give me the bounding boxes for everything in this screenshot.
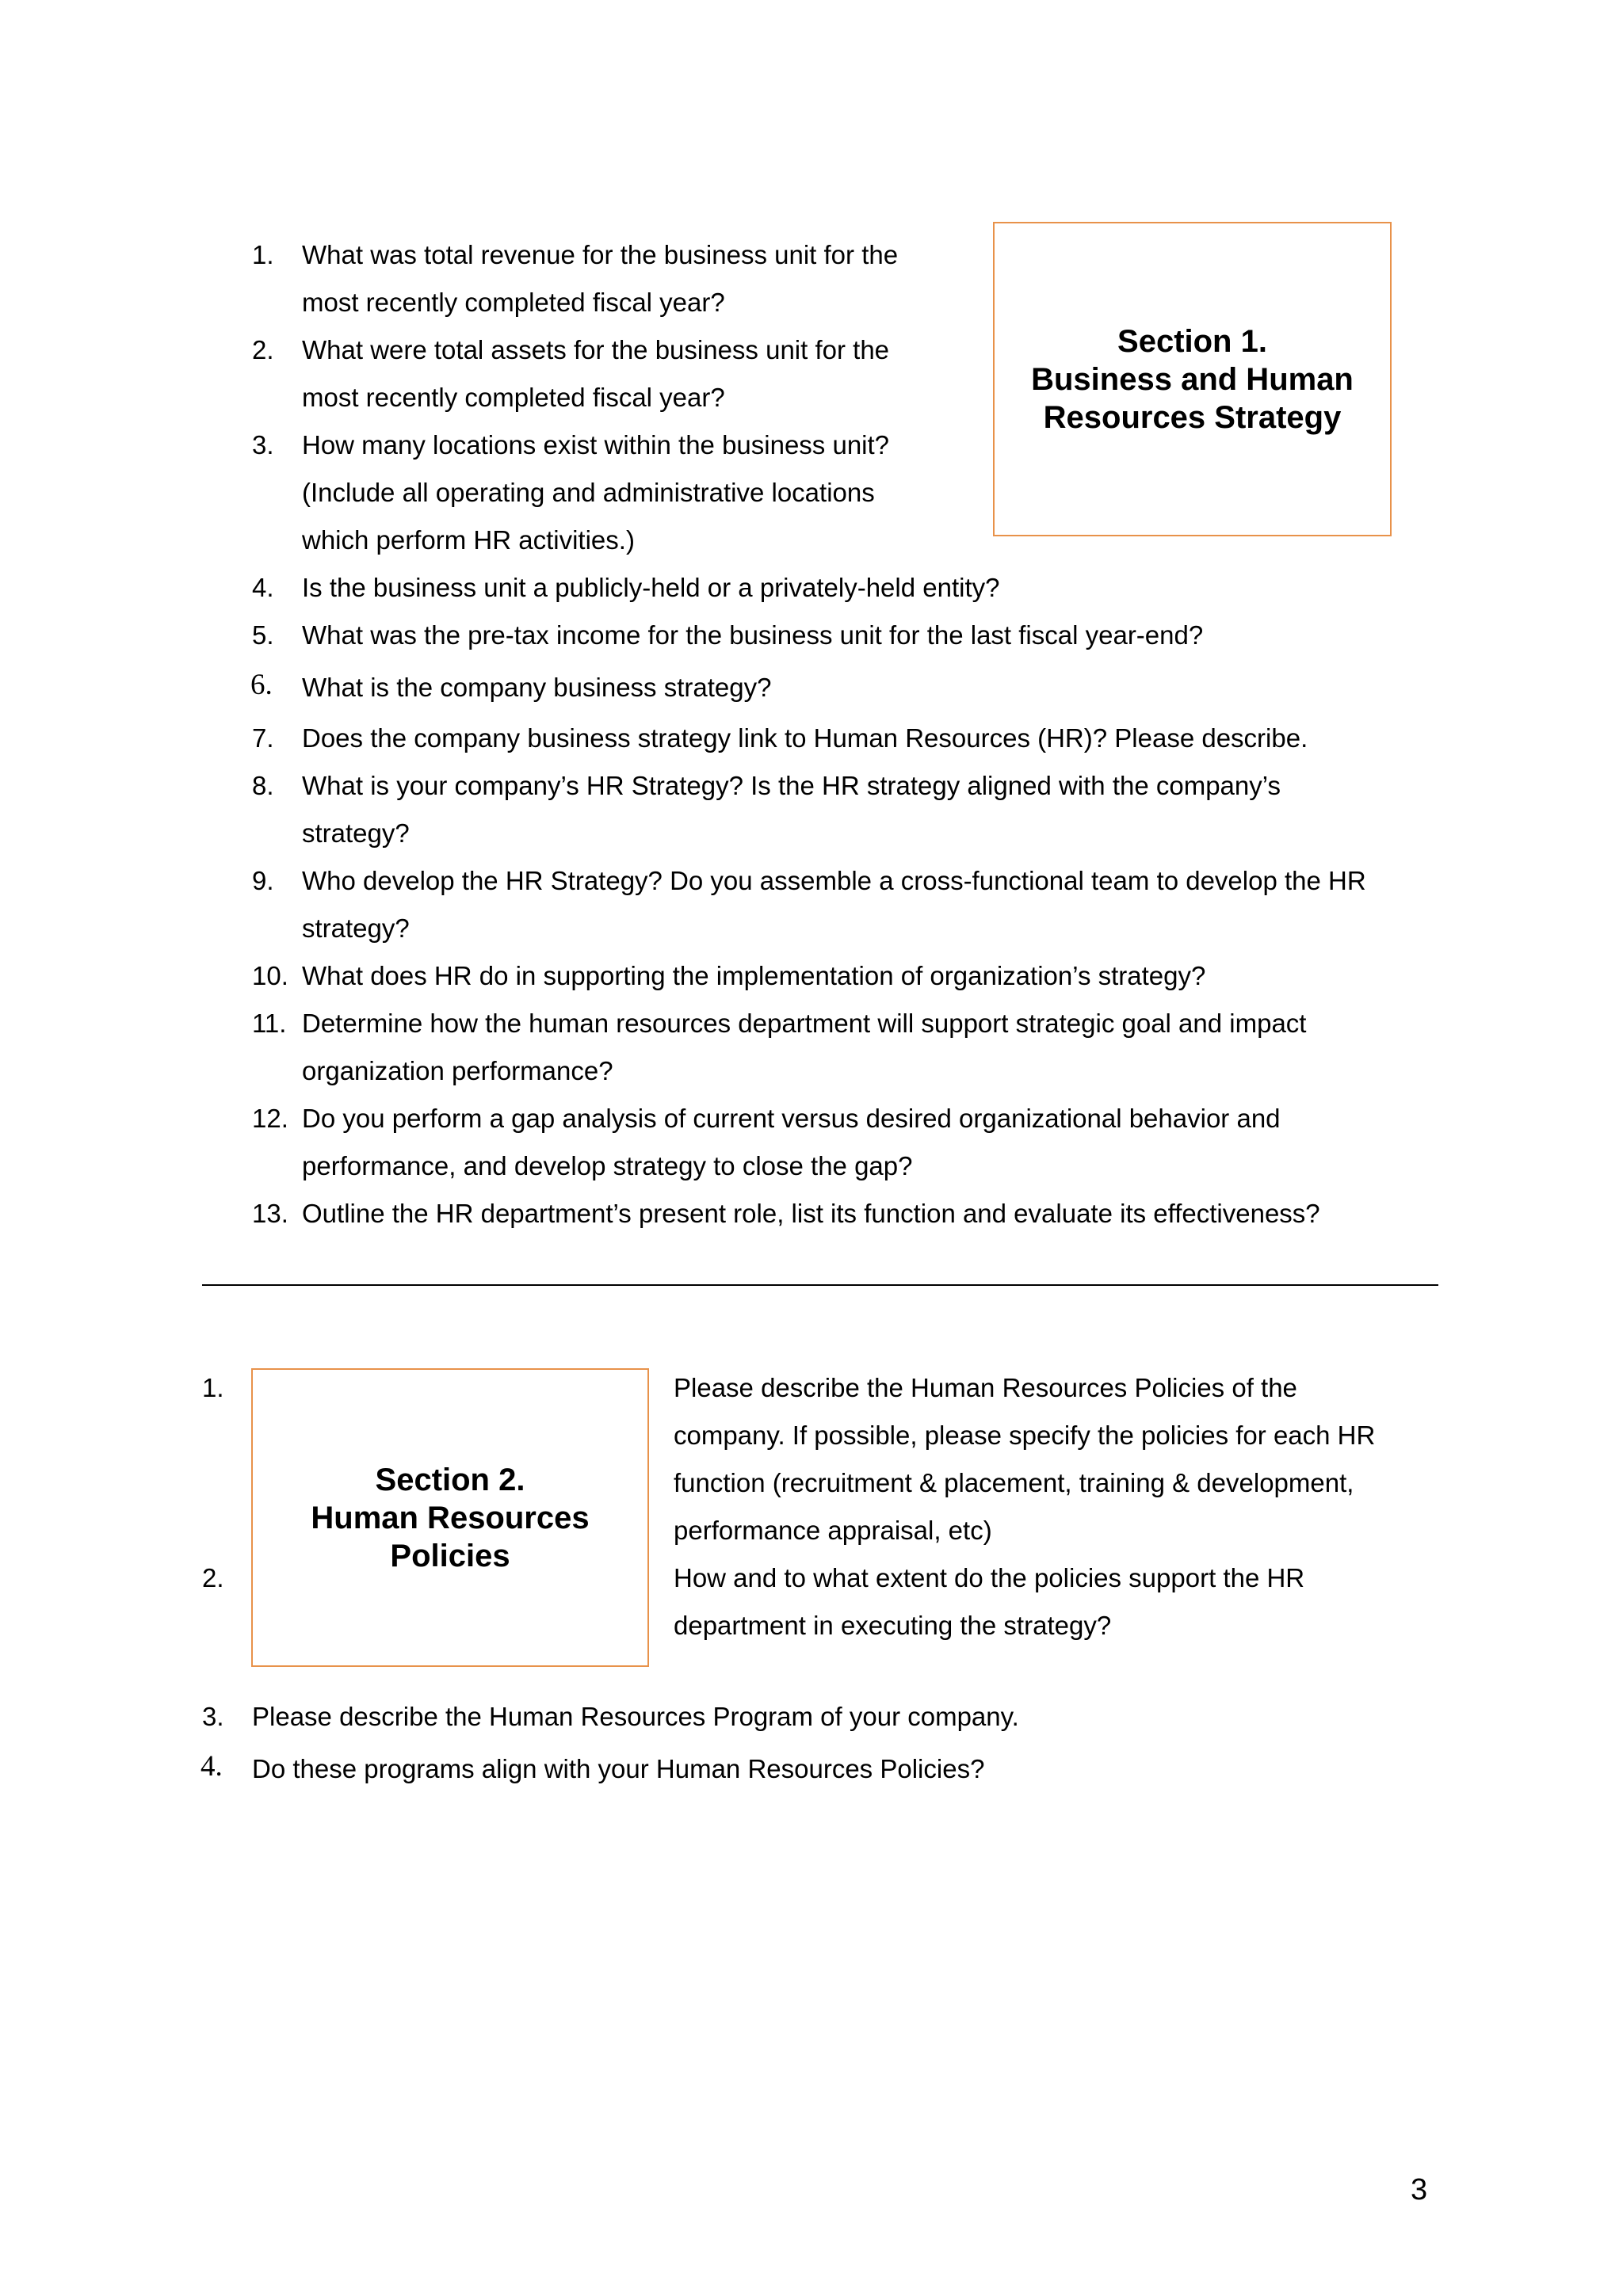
s1-q12-line-2: performance, and develop strategy to close the gap? [302, 1151, 913, 1180]
s1-q1-line-2: most recently completed fiscal year? [302, 288, 725, 317]
s1-q1-number: 1. [252, 240, 274, 269]
s1-q9-line-1: Who develop the HR Strategy? Do you assemble a cross-functional team to develop the HR [302, 866, 1366, 895]
s1-q8-line-2: strategy? [302, 818, 410, 848]
s1-q10-number: 10. [252, 961, 288, 990]
s1-q8-number: 8. [252, 771, 274, 800]
s1-q13-number: 13. [252, 1199, 288, 1228]
s1-q10-line-1: What does HR do in supporting the implementation of organization’s strategy? [302, 961, 1206, 990]
section-1-title-line-3: Resources Strategy [1043, 399, 1342, 435]
page-number: 3 [1411, 2173, 1428, 2206]
s2-q2-number: 2. [202, 1563, 224, 1592]
s1-q6-number: 6. [250, 669, 273, 701]
s1-q11-line-2: organization performance? [302, 1056, 613, 1085]
s1-q5-line-1: What was the pre-tax income for the business unit for the last fiscal year-end? [302, 620, 1204, 650]
s2-q1-number: 1. [202, 1373, 224, 1402]
section-1-title-line-2: Business and Human [1031, 361, 1354, 397]
section-1-box [993, 222, 1392, 536]
s1-q8-line-1: What is your company’s HR Strategy? Is the HR strategy aligned with the company’s [302, 771, 1281, 800]
section-2-box [251, 1368, 649, 1667]
s2-q1-line-1: Please describe the Human Resources Policies of the [674, 1373, 1297, 1402]
s1-q4-line-1: Is the business unit a publicly-held or a privately-held entity? [302, 573, 1000, 602]
s1-q1-line-1: What was total revenue for the business unit for the [302, 240, 899, 269]
s1-q7-line-1: Does the company business strategy link to Human Resources (HR)? Please describe. [302, 723, 1308, 753]
s1-q3-line-3: which perform HR activities.) [302, 525, 635, 555]
s2-q1-line-2: company. If possible, please specify the policies for each HR [674, 1421, 1376, 1450]
section-1-title-line-1: Section 1. [1117, 323, 1267, 359]
s1-q2-line-1: What were total assets for the business unit for the [302, 335, 890, 364]
s1-q12-number: 12. [252, 1104, 288, 1133]
s1-q2-line-2: most recently completed fiscal year? [302, 383, 725, 412]
s1-q3-line-2: (Include all operating and administrative locations [302, 478, 875, 507]
s1-q7-number: 7. [252, 723, 274, 753]
s1-q3-number: 3. [252, 430, 274, 460]
s2-q4-line-1: Do these programs align with your Human Resources Policies? [252, 1754, 985, 1783]
s2-q2-line-2: department in executing the strategy? [674, 1611, 1112, 1640]
section-2-title [311, 1461, 589, 1575]
s1-q3-line-1: How many locations exist within the business unit? [302, 430, 890, 460]
s1-q11-number: 11. [252, 1009, 287, 1038]
s2-q1-line-3: function (recruitment & placement, training & development, [674, 1468, 1354, 1497]
section-divider [202, 1284, 1438, 1286]
s2-q4-number: 4. [200, 1750, 223, 1783]
s1-q2-number: 2. [252, 335, 274, 364]
s2-q2-line-1: How and to what extent do the policies support the HR [674, 1563, 1305, 1592]
s2-q3-line-1: Please describe the Human Resources Program of your company. [252, 1702, 1019, 1731]
s1-q6-line-1: What is the company business strategy? [302, 673, 772, 702]
s2-q1-line-4: performance appraisal, etc) [674, 1516, 992, 1545]
section-1-title [1031, 322, 1354, 437]
section-2-title-line-3: Policies [390, 1538, 510, 1573]
s1-q4-number: 4. [252, 573, 274, 602]
section-2-title-line-2: Human Resources [311, 1500, 590, 1535]
section-2-title-line-1: Section 2. [375, 1462, 525, 1497]
s1-q5-number: 5. [252, 620, 274, 650]
s1-q9-line-2: strategy? [302, 913, 410, 943]
s1-q9-number: 9. [252, 866, 274, 895]
s1-q12-line-1: Do you perform a gap analysis of current versus desired organizational behavior and [302, 1104, 1281, 1133]
s2-q3-number: 3. [202, 1702, 224, 1731]
s1-q13-line-1: Outline the HR department’s present role, list its function and evaluate its effectiveness? [302, 1199, 1320, 1228]
s1-q11-line-1: Determine how the human resources department will support strategic goal and impact [302, 1009, 1307, 1038]
